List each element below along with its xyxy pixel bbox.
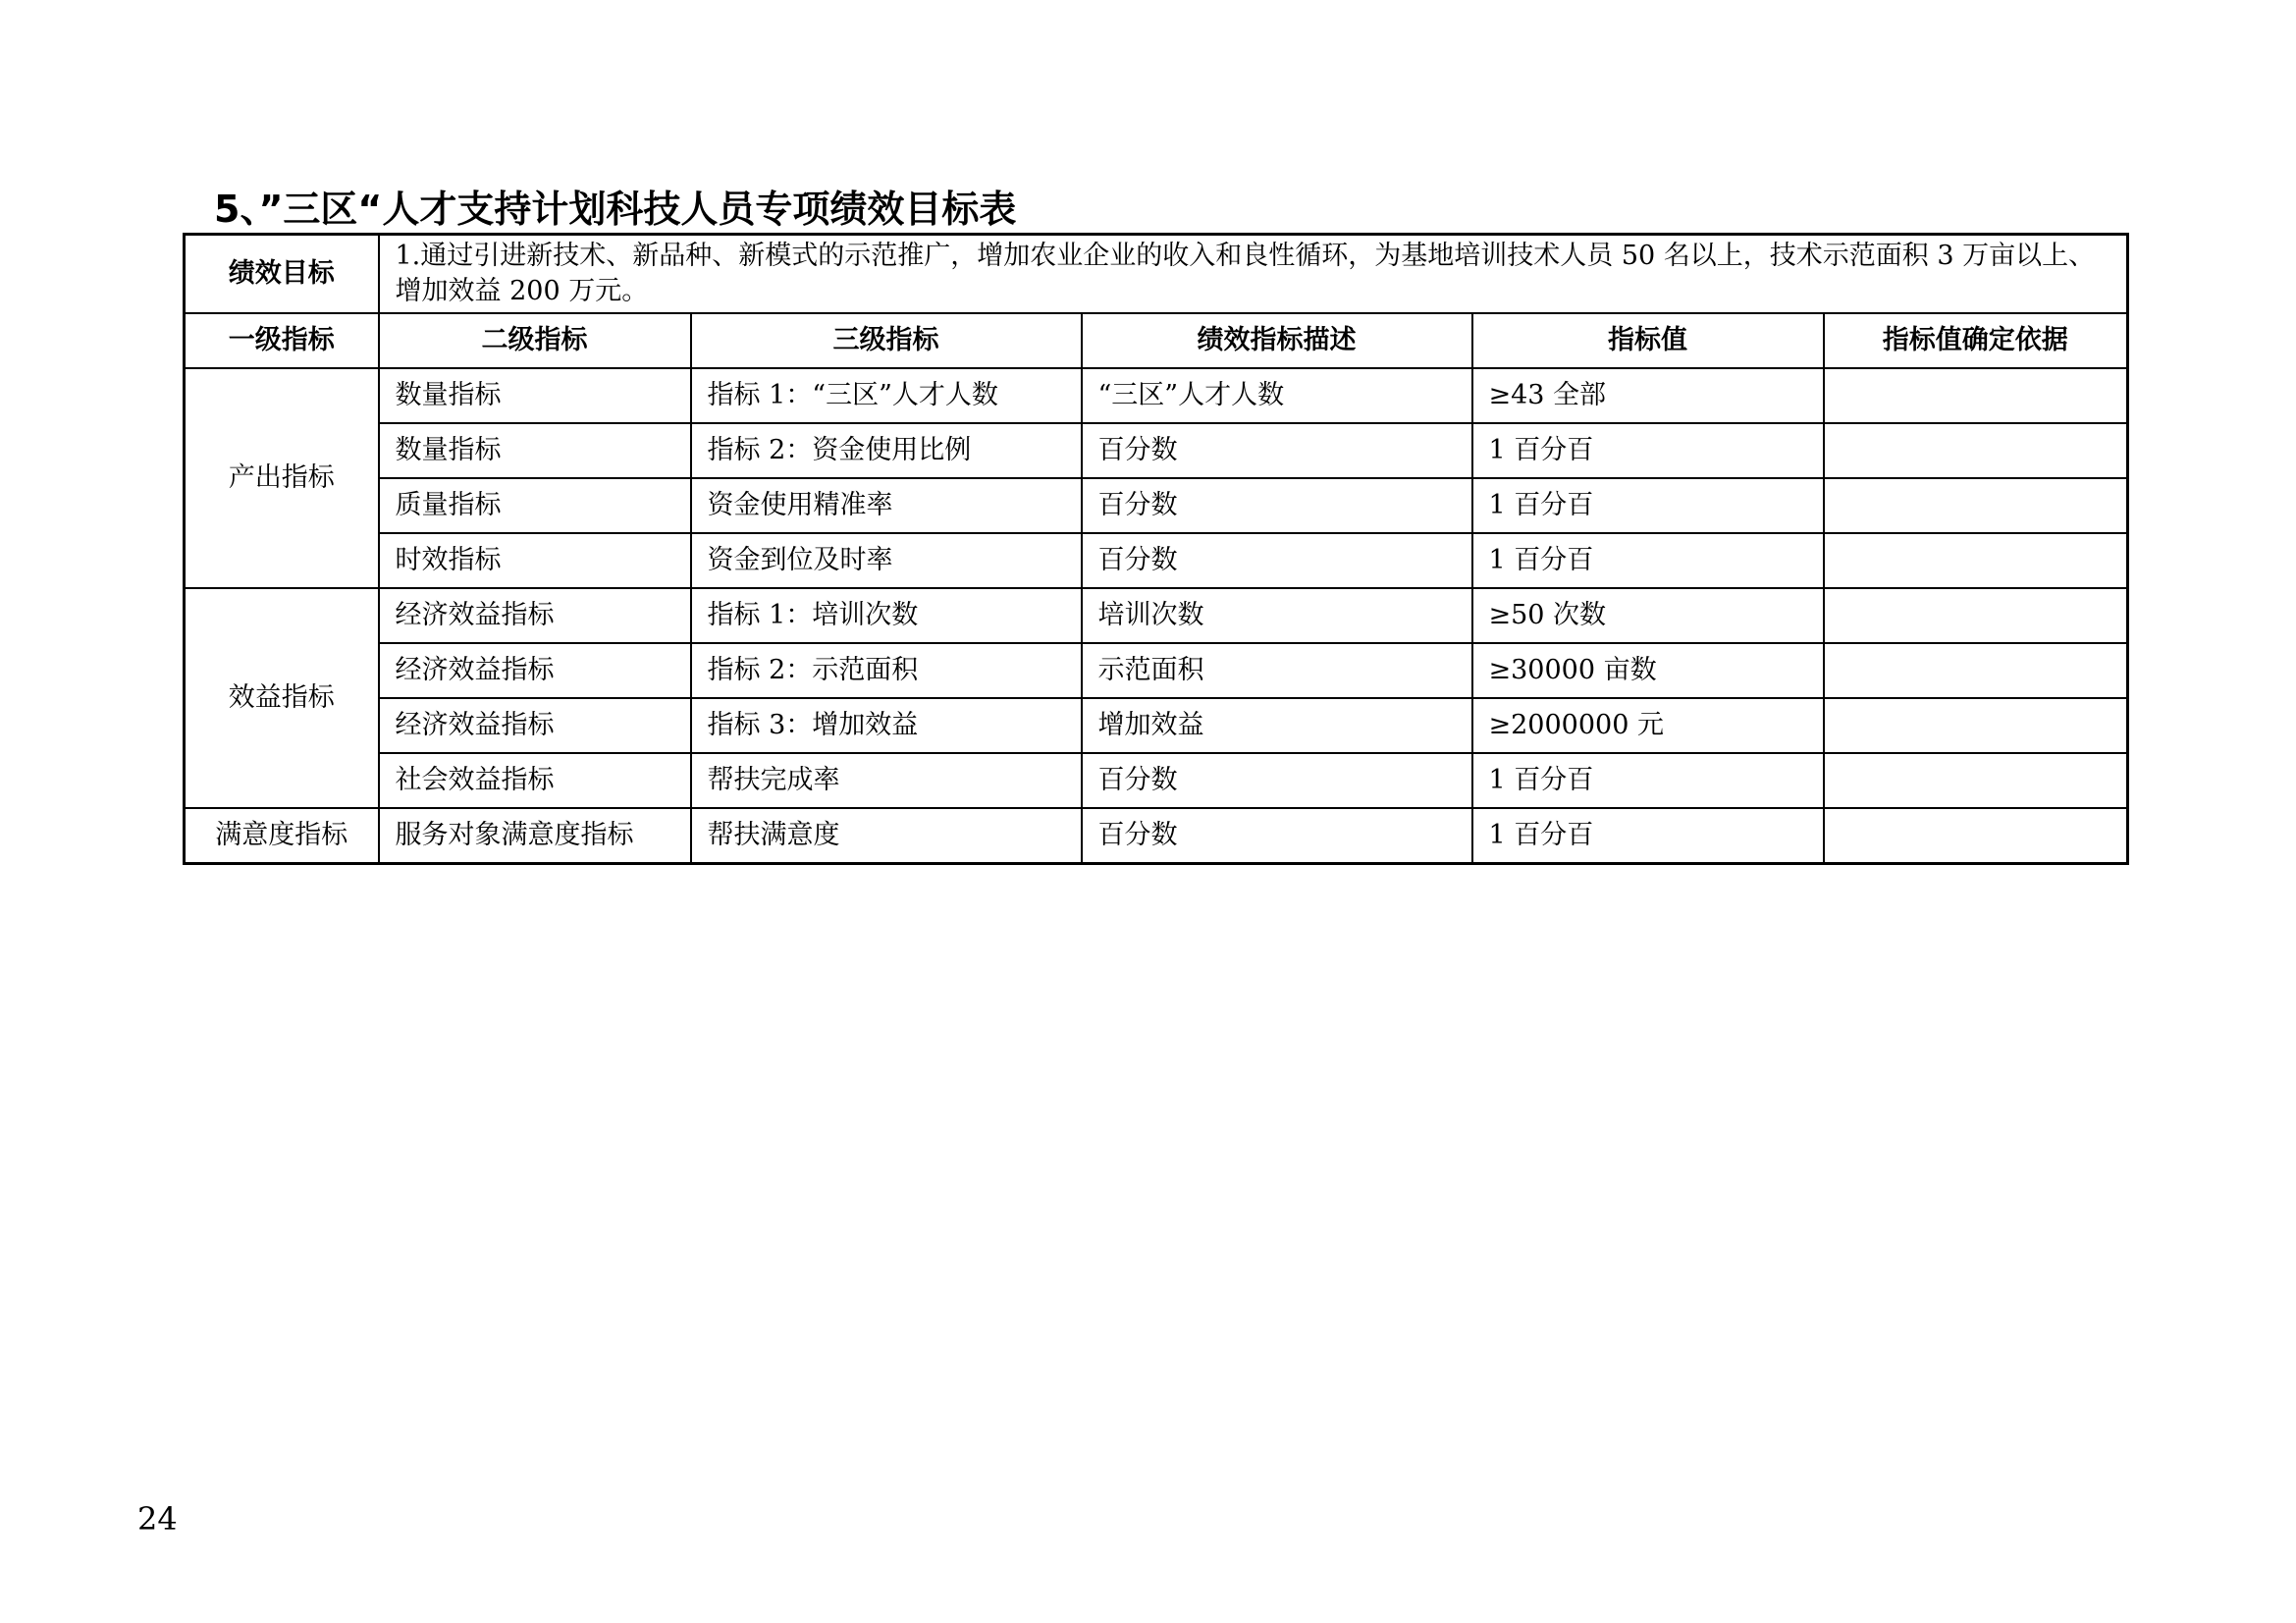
table-row xyxy=(185,808,2128,864)
description-cell: “三区”人才人数 xyxy=(1082,368,1472,423)
level2-cell: 经济效益指标 xyxy=(379,588,691,643)
description-cell: 百分数 xyxy=(1082,808,1472,864)
level2-cell: 经济效益指标 xyxy=(379,698,691,753)
value-cell: ≥50 次数 xyxy=(1472,588,1824,643)
basis-cell xyxy=(1824,368,2128,423)
header-row xyxy=(185,313,2128,368)
value-cell: ≥2000000 元 xyxy=(1472,698,1824,753)
level1-cell: 满意度指标 xyxy=(185,808,379,864)
table-row xyxy=(185,643,2128,698)
description-cell: 百分数 xyxy=(1082,533,1472,588)
level3-cell: 指标 2：示范面积 xyxy=(691,643,1082,698)
performance-target-table xyxy=(183,233,2129,865)
level1-cell: 效益指标 xyxy=(185,588,379,808)
description-cell: 增加效益 xyxy=(1082,698,1472,753)
page-number: 24 xyxy=(137,1500,178,1538)
level2-cell: 社会效益指标 xyxy=(379,753,691,808)
basis-cell xyxy=(1824,478,2128,533)
value-cell: 1 百分百 xyxy=(1472,808,1824,864)
page-title: 5、”三区“人才支持计划科技人员专项绩效目标表 xyxy=(214,188,1017,231)
level3-cell: 资金到位及时率 xyxy=(691,533,1082,588)
value-cell: ≥43 全部 xyxy=(1472,368,1824,423)
level2-cell: 服务对象满意度指标 xyxy=(379,808,691,864)
header-basis: 指标值确定依据 xyxy=(1824,313,2128,368)
level2-cell: 数量指标 xyxy=(379,423,691,478)
level2-cell: 经济效益指标 xyxy=(379,643,691,698)
header-description: 绩效指标描述 xyxy=(1082,313,1472,368)
header-level3: 三级指标 xyxy=(691,313,1082,368)
table-row xyxy=(185,588,2128,643)
description-cell: 百分数 xyxy=(1082,753,1472,808)
description-cell: 百分数 xyxy=(1082,478,1472,533)
level3-cell: 资金使用精准率 xyxy=(691,478,1082,533)
level3-cell: 帮扶完成率 xyxy=(691,753,1082,808)
description-cell: 百分数 xyxy=(1082,423,1472,478)
table-row xyxy=(185,753,2128,808)
value-cell: 1 百分百 xyxy=(1472,423,1824,478)
basis-cell xyxy=(1824,533,2128,588)
level3-cell: 指标 2：资金使用比例 xyxy=(691,423,1082,478)
table-body xyxy=(185,235,2128,864)
table-row xyxy=(185,368,2128,423)
description-cell: 培训次数 xyxy=(1082,588,1472,643)
level3-cell: 指标 1：“三区”人才人数 xyxy=(691,368,1082,423)
value-cell: 1 百分百 xyxy=(1472,753,1824,808)
basis-cell xyxy=(1824,423,2128,478)
level3-cell: 指标 3：增加效益 xyxy=(691,698,1082,753)
header-level2: 二级指标 xyxy=(379,313,691,368)
table-row xyxy=(185,478,2128,533)
level1-cell: 产出指标 xyxy=(185,368,379,588)
basis-cell xyxy=(1824,753,2128,808)
level2-cell: 时效指标 xyxy=(379,533,691,588)
basis-cell xyxy=(1824,588,2128,643)
header-level1: 一级指标 xyxy=(185,313,379,368)
level3-cell: 指标 1：培训次数 xyxy=(691,588,1082,643)
value-cell: ≥30000 亩数 xyxy=(1472,643,1824,698)
level2-cell: 数量指标 xyxy=(379,368,691,423)
value-cell: 1 百分百 xyxy=(1472,533,1824,588)
goal-label: 绩效目标 xyxy=(185,235,379,314)
table-row xyxy=(185,533,2128,588)
level2-cell: 质量指标 xyxy=(379,478,691,533)
header-value: 指标值 xyxy=(1472,313,1824,368)
table-row xyxy=(185,423,2128,478)
basis-cell xyxy=(1824,698,2128,753)
basis-cell xyxy=(1824,643,2128,698)
description-cell: 示范面积 xyxy=(1082,643,1472,698)
value-cell: 1 百分百 xyxy=(1472,478,1824,533)
table-row xyxy=(185,698,2128,753)
goal-text: 1.通过引进新技术、新品种、新模式的示范推广，增加农业企业的收入和良性循环，为基地培训技术人员 50 名以上，技术示范面积 3 万亩以上、增加效益 200 万元。 xyxy=(379,235,2128,314)
basis-cell xyxy=(1824,808,2128,864)
level3-cell: 帮扶满意度 xyxy=(691,808,1082,864)
goal-row xyxy=(185,235,2128,314)
